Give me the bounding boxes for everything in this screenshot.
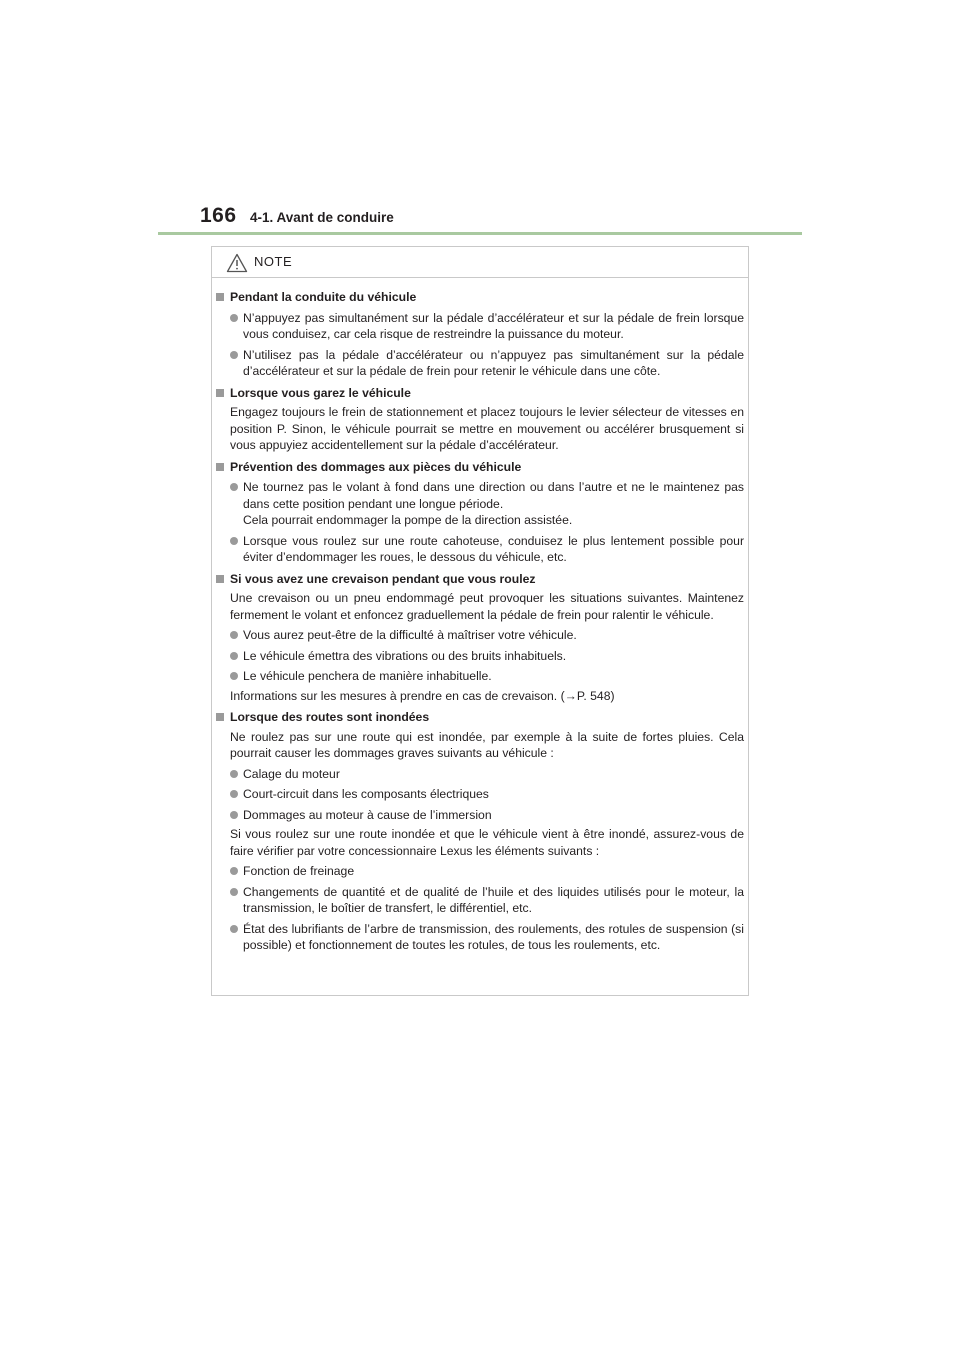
paragraph: Informations sur les mesures à prendre en cas de crevaison. (→P. 548) xyxy=(230,688,615,703)
square-bullet-icon xyxy=(216,575,224,583)
round-bullet-icon xyxy=(230,652,238,660)
round-bullet-icon xyxy=(230,483,238,491)
section-heading: Prévention des dommages aux pièces du véhicule xyxy=(216,459,744,476)
list-item: Ne tournez pas le volant à fond dans une direction ou dans l’autre et ne le maintenez pas dans cette position pendant une longue période. Cela pourrait endommager la pompe de la direction assistée. xyxy=(216,479,744,529)
section-title: 4-1. Avant de conduire xyxy=(250,210,394,225)
note-header xyxy=(212,247,748,278)
note-content xyxy=(216,289,744,954)
round-bullet-icon xyxy=(230,925,238,933)
note-box xyxy=(211,246,749,996)
list-item: Dommages au moteur à cause de l’immersion xyxy=(216,807,744,824)
square-bullet-icon xyxy=(216,293,224,301)
paragraph: Ne roulez pas sur une route qui est inondée, par exemple à la suite de fortes pluies. Cela pourrait causer les dommages graves suivants au véhicule : xyxy=(230,729,744,760)
note-title: NOTE xyxy=(254,254,293,269)
round-bullet-icon xyxy=(230,631,238,639)
list-item: Fonction de freinage xyxy=(216,863,744,880)
header-divider xyxy=(158,232,802,235)
section-heading: Lorsque des routes sont inondées xyxy=(216,709,744,726)
round-bullet-icon xyxy=(230,867,238,875)
list-item: Le véhicule émettra des vibrations ou des bruits inhabituels. xyxy=(216,648,744,665)
list-item: Court-circuit dans les composants électriques xyxy=(216,786,744,803)
round-bullet-icon xyxy=(230,672,238,680)
list-item: Lorsque vous roulez sur une route cahoteuse, conduisez le plus lentement possible pour éviter d’endommager les roues, le dessous du véhicule, etc. xyxy=(216,533,744,566)
section-heading: Pendant la conduite du véhicule xyxy=(216,289,744,306)
round-bullet-icon xyxy=(230,537,238,545)
page-number: 166 xyxy=(200,204,237,227)
paragraph: Engagez toujours le frein de stationnement et placez toujours le levier sélecteur de vitesses en position P. Sinon, le véhicule pourrait se mettre en mouvement ou accélérer brusquement si vous appuyiez accidentellement sur la pédale d’accélérateur. xyxy=(230,405,744,452)
round-bullet-icon xyxy=(230,811,238,819)
square-bullet-icon xyxy=(216,463,224,471)
warning-triangle-icon xyxy=(226,253,248,273)
list-item: État des lubrifiants de l’arbre de transmission, des roulements, des rotules de suspension (si possible) et fonctionnement de toutes les rotules, de tous les roulements, etc. xyxy=(216,921,744,954)
paragraph: Une crevaison ou un pneu endommagé peut provoquer les situations suivantes. Maintenez fermement le volant et enfoncez graduellement la pédale de frein pour ralentir le véhicule. xyxy=(230,591,744,622)
round-bullet-icon xyxy=(230,770,238,778)
round-bullet-icon xyxy=(230,790,238,798)
list-item: N’appuyez pas simultanément sur la pédale d’accélérateur et sur la pédale de frein lorsque vous conduisez, car cela risque de restreindre la puissance du moteur. xyxy=(216,310,744,343)
round-bullet-icon xyxy=(230,351,238,359)
section-heading: Lorsque vous garez le véhicule xyxy=(216,385,744,402)
list-item: Vous aurez peut-être de la difficulté à maîtriser votre véhicule. xyxy=(216,627,744,644)
list-item: Calage du moteur xyxy=(216,766,744,783)
list-item: Le véhicule penchera de manière inhabituelle. xyxy=(216,668,744,685)
section-heading: Si vous avez une crevaison pendant que vous roulez xyxy=(216,571,744,588)
round-bullet-icon xyxy=(230,314,238,322)
square-bullet-icon xyxy=(216,389,224,397)
square-bullet-icon xyxy=(216,713,224,721)
round-bullet-icon xyxy=(230,888,238,896)
list-item: Changements de quantité et de qualité de l’huile et des liquides utilisés pour le moteur, la transmission, le boîtier de transfert, le différentiel, etc. xyxy=(216,884,744,917)
paragraph: Si vous roulez sur une route inondée et que le véhicule vient à être inondé, assurez-vous de faire vérifier par votre concessionnaire Lexus les éléments suivants : xyxy=(230,827,744,858)
list-item: N’utilisez pas la pédale d’accélérateur ou n’appuyez pas simultanément sur la pédale d’accélérateur et sur la pédale de frein pour retenir le véhicule dans une côte. xyxy=(216,347,744,380)
